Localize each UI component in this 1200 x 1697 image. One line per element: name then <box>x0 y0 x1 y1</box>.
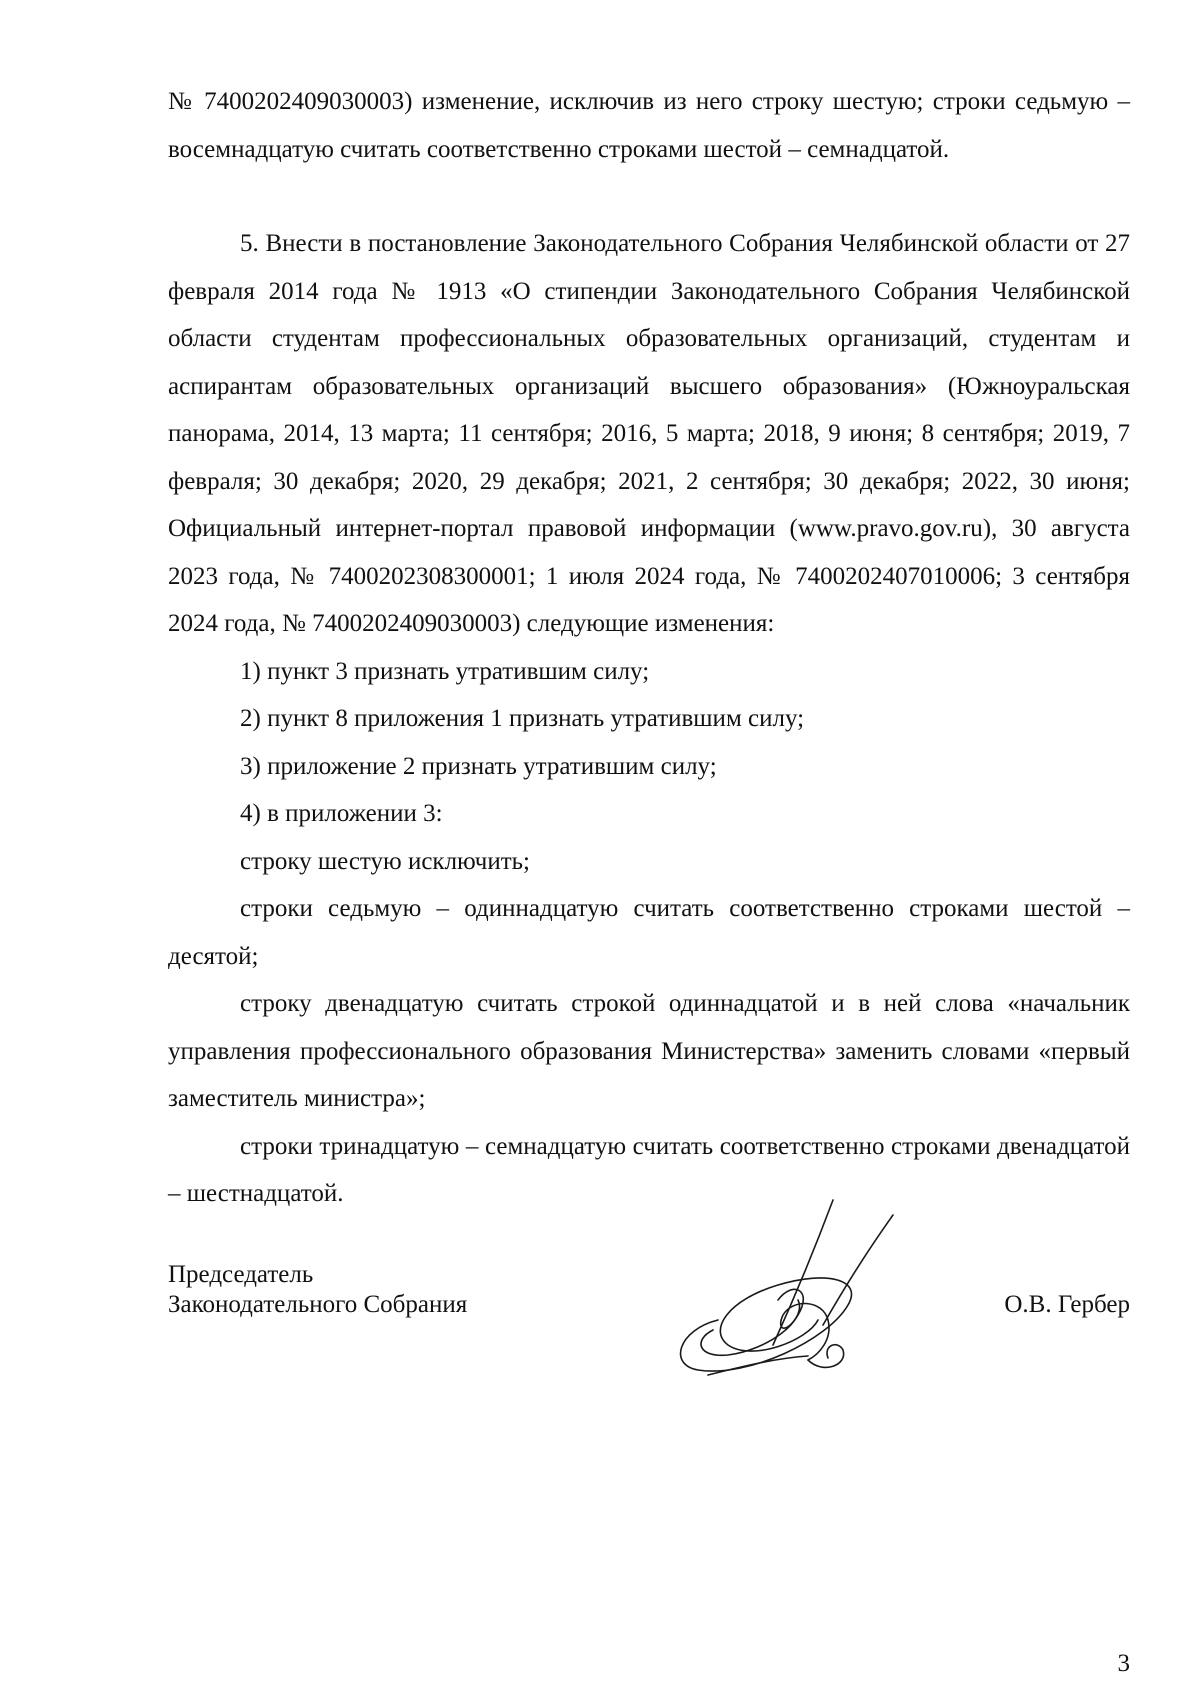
signatory-title <box>168 1260 467 1320</box>
signatory-title-line1: Председатель <box>168 1261 314 1288</box>
paragraph-subitem-1: 1) пункт 3 признать утратившим силу; <box>240 657 650 685</box>
paragraph-subitem-4d: строки тринадцатую – семнадцатую считать соответственно строками двенадцатой – шестнадцатой. <box>168 1132 1130 1207</box>
paragraph-subitem-3: 3) приложение 2 признать утратившим силу; <box>240 752 717 780</box>
paragraph-item-5: 5. Внести в постановление Законодательного Собрания Челябинской области от 27 февраля 2014 года № 1913 «О стипендии Законодательного Собрания Челябинской области студентам профессиональных образовательных организаций, студентам и аспирантам образовательных организаций высшего образования» (Южноуральская панорама, 2014, 13 марта; 11 сентября; 2016, 5 марта; 2018, 9 июня; 8 сентября; 2019, 7 февраля; 30 декабря; 2020, 29 декабря; 2021, 2 сентября; 30 декабря; 2022, 30 июня; Официальный интернет-портал правовой информации (www.pravo.gov.ru), 30 августа 2023 года, № 7400202308300001; 1 июля 2024 года, № 7400202407010006; 3 сентября 2024 года, № 7400202409030003) следующие изменения: <box>168 230 1130 637</box>
signature-block <box>168 1260 1130 1400</box>
document-body <box>168 78 1130 1218</box>
page-number: 3 <box>1117 1650 1130 1677</box>
paragraph-subitem-4a: строку шестую исключить; <box>240 847 531 875</box>
paragraph-continuation: № 7400202409030003) изменение, исключив из него строку шестую; строки седьмую – восемнадцатую считать соответственно строками шестой – семнадцатой. <box>168 88 1130 163</box>
paragraph-subitem-4: 4) в приложении 3: <box>240 800 443 827</box>
signatory-title-line2: Законодательного Собрания <box>168 1291 468 1318</box>
handwritten-signature <box>658 1180 918 1390</box>
paragraph-subitem-4c: строку двенадцатую считать строкой одиннадцатой и в ней слова «начальник управления профессионального образования Министерства» заменить словами «первый заместитель министра»; <box>168 990 1130 1112</box>
paragraph-subitem-2: 2) пункт 8 приложения 1 признать утратившим силу; <box>240 705 805 732</box>
paragraph-subitem-4b: строки седьмую – одиннадцатую считать соответственно строками шестой – десятой; <box>168 895 1130 970</box>
signatory-name: О.В. Гербер <box>1004 1291 1130 1318</box>
